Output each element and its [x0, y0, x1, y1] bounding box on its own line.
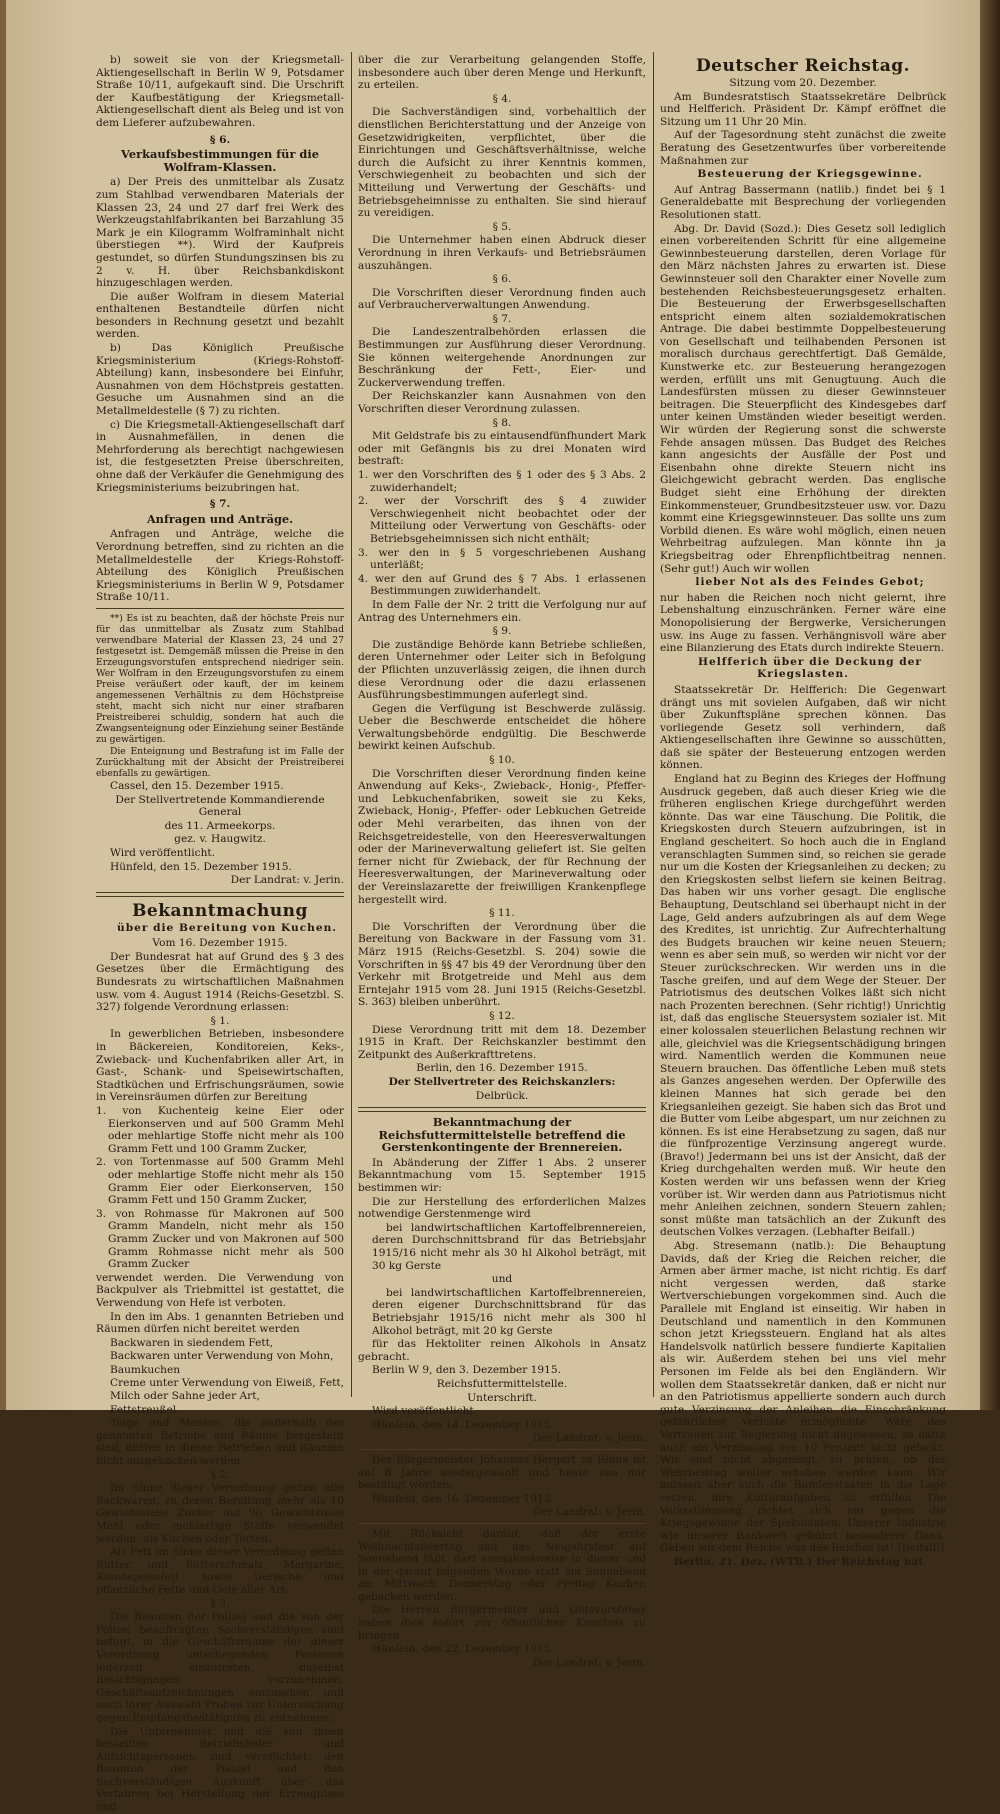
column-3: [660, 54, 946, 1568]
paragraph-8-number: § 8.: [492, 416, 512, 429]
paragraph-3-a: Die Beamten der Polizei und die von der Polizei beauftragten Sachverständigen sind befugt, in die Geschäftsräume der dieser Verordnung unterliegenden Personen jederzeit einzutreten, daselbst Besichtigungen vorzunehmen, Geschäftsaufzeichnungen einzusehen und nach ihrer Auswahl Proben zur Untersuchung gegen Empfangsbestätigung zu entnehmen.: [96, 1611, 344, 1724]
column-rule-1: [351, 52, 352, 1397]
bekanntmachung-2-text: In Abänderung der Ziffer 1 Abs. 2 unserer Bekanntmachung vom 15. September 1915 bestimmen wir:: [358, 1156, 646, 1195]
list-item: Baumkuchen: [110, 1363, 181, 1376]
footnote: **) Es ist zu beachten, daß der höchste Preis nur für das unmittelbar als Zusatz zum Stahlbad verwendbare Material der Klassen 23, 24 und 27 festgesetzt ist. Demgemäß müssen die Preise in den Erzeugungsvorstufen entsprechend niedriger sein. Wer Wolfram in den Erzeugungsvorstufen zu einem Preise veräußert oder kauft, der im keinem angemessenen Verhältnis zu dem Höchstpreise steht, macht sich nicht nur einer strafbaren Preistreiberei schuldig, sondern hat auch die Zwangsenteignung oder Einziehung seiner Bestände zu gewärtigen.: [96, 612, 344, 745]
paragraph-2-b: Als Fett im Sinne dieser Verordnung gelten Butter und Butterschmalz, Margarine, Kunstspeisefett sowie tierische und pflanzliche Fette und Oele aller Art.: [96, 1546, 344, 1596]
signature-armeekorps: des 11. Armeekorps.: [164, 819, 276, 832]
paragraph-7-b: Der Reichskanzler kann Ausnahmen von den Vorschriften dieser Verordnung zulassen.: [358, 390, 646, 416]
signature-delbrueck: Delbrück.: [475, 1089, 529, 1102]
continuation-text: über die zur Verarbeitung gelangenden Stoffe, insbesondere auch über deren Menge und Herkunft, zu erteilen.: [358, 54, 646, 92]
paragraph-2-number: § 2.: [210, 1468, 230, 1481]
weihnachten-notice: Mit Rücksicht darauf, daß der erste Weihnachtsfeiertag und das Neujahrsfest auf Sonnabend fällt, darf ausnahmsweise in dieser und in der darauf folgenden Woche statt am Sonnabend am Mittwoch, Donnerstag oder Freitag Kuchen gebacken werden.: [358, 1527, 646, 1603]
list-item: 1. von Kuchenteig keine Eier oder Eierkonserven und auf 500 Gramm Mehl oder mehlartige Stoffe nicht mehr als 100 Gramm Fett und 100 Gramm Zucker,: [96, 1105, 344, 1155]
date-berlin: Berlin, den 16. Dezember 1915.: [416, 1062, 588, 1075]
section-6-a: a) Der Preis des unmittelbar als Zusatz zum Stahlbad verwendbaren Materials der Klassen 23, 24 und 27 darf frei Werk des Werkzeugstahlfabrikanten bei Barzahlung 35 Mark je ein Kilogramm Wolframinhalt nicht überstiegen **). Wird der Kaufpreis gestundet, so dürfen Stundungszinsen bis zu 2 v. H. über Reichsbankdiskont hinzugeschlagen werden.: [96, 176, 344, 290]
date-huenfeld-4: Hünfeld, den 22. Dezember 1915.: [372, 1643, 554, 1656]
divider: [358, 1449, 646, 1450]
page-left-edge: [0, 0, 6, 1410]
bekanntmachung-2-date: Berlin W 9, den 3. Dezember 1915.: [372, 1364, 562, 1377]
footnote-2: Die Enteignung und Bestrafung ist im Falle der Zurückhaltung mit der Absicht der Preistreiberei ebenfalls zu gewärtigen.: [96, 745, 344, 779]
list-item: 1. wer den Vorschriften des § 1 oder des § 3 Abs. 2 zuwiderhandelt;: [358, 469, 646, 494]
list-item: 3. von Rohmasse für Makronen auf 500 Gramm Mandeln, nicht mehr als 150 Gramm Zucker und von Makronen auf 500 Gramm Rohmasse nicht mehr als 500 Gramm Zucker: [96, 1207, 344, 1271]
double-divider: [358, 1107, 646, 1112]
bekanntmachung-intro: Der Bundesrat hat auf Grund des § 3 des Gesetzes über die Ermächtigung des Bundesrats zu wirtschaftlichen Maßnahmen usw. vom 4. August 1914 (Reichs-Gesetzbl. S. 327) folgende Verordnung erlassen:: [96, 950, 344, 1014]
paragraph-1-d: Teige und Massen, die außerhalb der genannten Betriebe und Räume hergestellt sind, dürfen in diesen Betrieben und Räumen nicht ausgebacken werden.: [96, 1417, 344, 1468]
paragraph-1-b: verwendet werden. Die Verwendung von Backpulver als Triebmittel ist gestattet, die Verwendung von Hefe ist verboten.: [96, 1271, 344, 1309]
bekanntmachung-2-signature: Reichsfuttermittelstelle.: [436, 1377, 568, 1390]
paragraph-1-c: In den im Abs. 1 genannten Betrieben und Räumen dürfen nicht bereitet werden: [96, 1310, 344, 1336]
signature-general: Der Stellvertretende Kommandierende General: [115, 793, 325, 819]
list-item: 2. von Tortenmasse auf 500 Gramm Mehl oder mehlartige Stoffe nicht mehr als 150 Gramm Eier oder Eierkonserven, 150 Gramm Fett und 150 Gramm Zucker,: [96, 1156, 344, 1207]
reichstag-para-8: Abg. Stresemann (natlb.): Die Behauptung Davids, daß der Krieg die Reichen reicher, die Armen aber ärmer mache, ist nicht richtig. Es darf nicht vergessen werden, daß starke Wertverschiebungen vorgekommen sind. Auch die Parallele mit England ist einseitig. Wir haben in Deutschland und namentlich in den Kommunen schon jetzt Kriegssteuern. England hat als altes Handelsvolk natürlich bessere fundierte Kapitalien als wir. Außerdem stehen bei uns viel mehr Personen im Felde als bei den Engländern. Wir wollen dem Staatssekretär danken, daß er nicht nur an den Patriotismus appellierte sondern auch durch gute Verzinsung der Anleihen die Einschränkung gefährlicher Verluste ermöglichte. Wäre das Vertrauen zur Regierung nicht dagewesen, so hätte auch ein Verzinsung von 10 Prozent nicht gelockt. Wir sind nicht abgeneigt, zu prüfen, ob der Wehrbeitrag weiter erhoben werden kann. Wir müssen aber auch die Bundesstaaten in die Lage setzen, ihre Kulturaufgaben zu erfüllen. Die Volksstimmung richtet sich nur gegen die Kriegsgewinne der Spekulanten. Unserer Industrie wie unserer Bankwelt gebührt besonderer Dank. Geben wir dem Reiche was des Reiches ist! (Beifall!): [660, 1240, 946, 1555]
bekanntmachung-subtitle: über die Bereitung von Kuchen.: [117, 921, 337, 934]
paragraph-7-number: § 7.: [492, 312, 512, 325]
column-2: [358, 54, 646, 1669]
paragraph-12-text: Diese Verordnung tritt mit dem 18. Dezember 1915 in Kraft. Der Reichskanzler bestimmt den Zeitpunkt des Außerkrafttretens.: [358, 1023, 646, 1061]
reichstag-para-3: Auf Antrag Bassermann (natlib.) findet bei § 1 Generaldebatte mit Besprechung der vorliegenden Resolutionen statt.: [660, 183, 946, 221]
list-item: Backwaren unter Verwendung von Mohn,: [110, 1350, 334, 1363]
reichstag-quote: lieber Not als des Feindes Gebot;: [695, 576, 925, 589]
buergermeister-notice: Der Bürgermeister Johannes Hergert zu Rhina ist auf 8 Jahre wiedergewählt und heute von mir bestätigt worden.: [358, 1453, 646, 1492]
paragraph-9-b: Gegen die Verfügung ist Beschwerde zulässig. Ueber die Beschwerde entscheidet die höhere Verwaltungsbehörde endgültig. Die Beschwerde bewirkt keinen Aufschub.: [358, 702, 646, 753]
bekanntmachung-2-title: Bekanntmachung der Reichsfuttermittelstelle betreffend die Gerstenkontingente der Brennereien.: [378, 1115, 626, 1155]
paragraph-5-number: § 5.: [492, 220, 512, 233]
divider: [358, 1523, 646, 1524]
reichstag-para-4: Abg. Dr. David (Sozd.): Dies Gesetz soll lediglich einen vorbereitenden Schritt für eine allgemeine Gewinnbesteuerung darstellen, deren Vorlage für den März nächsten Jahres zu erwarten ist. Diese Gewinnsteuer soll den Charakter einer Novelle zum bestehenden Reichsbesteuerungsgesetz erhalten. Die Besteuerung der Erwerbsgesellschaften entspricht einem alten sozialdemokratischen Antrage. Die dabei bestimmte Doppelbesteuerung von Gesellschaft und teilhabenden Personen ist moralisch durchaus gerechtfertigt. Daß Gemälde, Kunstwerke etc. zur Besteuerung herangezogen werden, erfüllt uns mit Genugtuung. Auch die Landesfürsten müssen zu dieser Gewinnsteuer beitragen. Die Steuerpflicht des Kindesgebes darf unter keinen Umständen wieder beseitigt werden. Wir würden der Regierung sonst die schwerste Fehde ansagen müssen. Das Budget des Reiches kann angesichts der Ausfälle der Post und Eisenbahn ohne direkte Steuern nicht ins Gleichgewicht gebracht werden. Das englische Budget sieht eine Erhöhung der direkten Einkommensteuer, Grundbesitzsteuer usw. vor. Dazu kommt eine Kriegsgewinnsteuer. Das sollte uns zum Vorbild dienen. Es wäre wohl möglich, einen neuen Wehrbeitrag aufzulegen. Man könnte ihn ja Kriegsbeitrag oder Ehrenpflichtbeitrag nennen. (Sehr gut!) Auch wir wollen: [660, 222, 946, 575]
double-divider: [96, 892, 344, 897]
paragraph-9-number: § 9.: [492, 625, 512, 638]
section-7-a: Anfragen und Anträge, welche die Verordnung betreffen, sind zu richten an die Metallmeldestelle der Kriegs-Rohstoff-Abteilung des Königlich Preußischen Kriegsministeriums in Berlin W 9, Potsdamer Straße 10/11.: [96, 528, 344, 604]
published-note-2: Wird veröffentlicht.: [372, 1405, 478, 1418]
reichstag-para-1: Am Bundesratstisch Staatssekretäre Delbrück und Helfferich. Präsident Dr. Kämpf eröffnet die Sitzung um 11 Uhr 20 Min.: [660, 90, 946, 128]
reichstag-session: Sitzung vom 20. Dezember.: [729, 77, 877, 89]
paragraph-10-text: Die Vorschriften dieser Verordnung finden keine Anwendung auf Keks-, Zwieback-, Honig-, Pfeffer- und Lebkuchenfabriken, soweit sie zu Keks, Zwieback, Honig-, Pfeffer- oder Lebkuchen Getreide oder Mehl verarbeiten, das ihnen von der Reichsgetreidestelle, von den Heeresverwaltungen oder der Marineverwaltung geliefert ist. Sie gelten ferner nicht für Zwieback, der für Rechnung der Heeresverwaltungen, der Marineverwaltung oder der Vereinslazarette der freiwilligen Krankenpflege hergestellt wird.: [358, 767, 646, 906]
list-item: 2. wer der Vorschrift des § 4 zuwider Verschwiegenheit nicht beobachtet oder der Mitteilung oder Verwertung von Geschäfts- oder Betriebsgeheimnissen sich nicht enthält;: [358, 495, 646, 545]
paragraph-6-text: Die Vorschriften dieser Verordnung finden auch auf Verbraucherverwaltungen Anwendung.: [358, 286, 646, 312]
bekanntmachung-2-c: bei landwirtschaftlichen Kartoffelbrennereien, deren Durchschnittsbrand für das Betriebsjahr 1915/16 nicht mehr als 30 hl Alkohol beträgt, mit 30 kg Gerste: [372, 1221, 646, 1272]
bekanntmachung-2-d: bei landwirtschaftlichen Kartoffelbrennereien, deren eigener Durchschnittsbrand für das Betriebsjahr 1915/16 nicht mehr als 300 hl Alkohol beträgt, mit 20 kg Gerste: [372, 1286, 646, 1337]
paragraph-3-number: § 3.: [210, 1597, 230, 1610]
bekanntmachung-2-e: für das Hektoliter reinen Alkohols in Ansatz gebracht.: [358, 1338, 646, 1363]
column-rule-2: [653, 52, 654, 1397]
reichstag-para-6: Staatssekretär Dr. Helfferich: Die Gegenwart drängt uns mit sovielen Aufgaben, daß wir nicht über Zukunftspläne sprechen können. Das vorliegende Gesetz soll verhindern, daß Aktiengesellschaften ihre Gewinne so ausschütten, daß sie später der Besteuerung entzogen werden können.: [660, 683, 946, 772]
page-binding-edge: [980, 0, 1000, 1410]
section-7-number: § 7.: [209, 498, 231, 511]
section-7-heading: Anfragen und Anträge.: [146, 511, 294, 526]
paragraph-12-number: § 12.: [489, 1009, 515, 1022]
paragraph-8-b: In dem Falle der Nr. 2 tritt die Verfolgung nur auf Antrag des Unternehmers ein.: [358, 598, 646, 624]
list-item: 4. wer den auf Grund des § 7 Abs. 1 erlassenen Bestimmungen zuwiderhandelt.: [358, 572, 646, 598]
date-huenfeld-2: Hünfeld, den 14. Dezember 1915.: [372, 1418, 554, 1431]
signature-haugwitz: gez. v. Haugwitz.: [174, 833, 266, 846]
reichstag-para-5: nur haben die Reichen noch nicht gelernt, ihre Lebenshaltung einzuschränken. Ferner wäre eine Monopolisierung der Bergwerke, Versicherungen usw. ins Auge zu fassen. Verhängnisvoll wäre aber eine Bilanzierung des Etats durch indirekte Steuern.: [660, 591, 946, 655]
section-6-heading: Verkaufsbestimmungen für die Wolfram-Klassen.: [121, 147, 319, 174]
reichstag-title: Deutscher Reichstag.: [695, 56, 911, 76]
paragraph-3-b: Die Unternehmer und die von ihnen bestellten Betriebsleiter und Aufsichtspersonen sind verpflichtet, den Beamten der Polizei und den Sachverständigen Auskunft über das Verfahren bei Herstellung der Erzeugnisse und: [96, 1725, 344, 1814]
bekanntmachung-2-b: Die zur Herstellung des erforderlichen Malzes notwendige Gerstenmenge wird: [358, 1195, 646, 1221]
landrat-signature: Der Landrat: v. Jerin.: [230, 874, 344, 887]
published-note: Wird veröffentlicht.: [110, 846, 216, 859]
reichstag-para-2: Auf der Tagesordnung steht zunächst die zweite Beratung des Gesetzentwurfes über vorbereitende Maßnahmen zur: [660, 129, 946, 167]
landrat-signature-3: Der Landrat: v. Jerin.: [532, 1506, 646, 1519]
bekanntmachung-2-unterschrift: Unterschrift.: [467, 1391, 537, 1404]
paragraph-8-text: Mit Geldstrafe bis zu eintausendfünfhundert Mark oder mit Gefängnis bis zu drei Monaten wird bestraft:: [358, 430, 646, 468]
paragraph-11-text: Die Vorschriften der Verordnung über die Bereitung von Backware in der Fassung vom 31. März 1915 (Reichs-Gesetzbl. S. 204) sowie die Vorschriften in §§ 47 bis 49 der Verordnung über den Verkehr mit Brotgetreide und Mehl aus dem Erntejahr 1915 vom 28. Juni 1915 (Reichs-Gesetzbl. S. 363) bleiben unberührt.: [358, 920, 646, 1009]
paragraph-2-a: Im Sinne dieser Verordnung gelten alle Backwaren, zu deren Bereitung mehr als 10 Gewichtsteile Zucker auf 90 Gewichtsteile Mehl oder mehlartige Stoffe verwendet werden, als Kuchen oder Torten.: [96, 1482, 344, 1545]
paragraph-6-number: § 6.: [492, 273, 512, 286]
bekanntmachung-2-und: und: [491, 1273, 513, 1286]
section-6-b: b) Das Königlich Preußische Kriegsministerium (Kriegs-Rohstoff-Abteilung) kann, insbesondere bei Einfuhr, Ausnahmen von dem Höchstpreis gestatten. Gesuche um Ausnahmen sind an die Metallmeldestelle (§ 7) zu richten.: [96, 342, 344, 418]
bekanntmachung-title: Bekanntmachung: [132, 900, 308, 921]
paragraph-4-text: Die Sachverständigen sind, vorbehaltlich der dienstlichen Berichterstattung und der Anzeige von Gesetzwidrigkeiten, verpflichtet, über die Einrichtungen und Geschäftsverhältnisse, welche durch die Aufsicht zu ihrer Kenntnis kommen, Verschwiegenheit zu beobachten und sich der Mitteilung und Verwertung der Geschäfts- und Betriebsgeheimnisse zu enthalten. Sie sind hierauf zu vereidigen.: [358, 106, 646, 220]
reichstag-subheading-2: Helfferich über die Deckung der Kriegslasten.: [698, 655, 922, 681]
landrat-signature-4: Der Landrat: v. Jerin.: [532, 1656, 646, 1669]
landrat-signature-2: Der Landrat: v. Jerin.: [532, 1432, 646, 1445]
reichstag-para-7: England hat zu Beginn des Krieges der Hoffnung Ausdruck gegeben, daß auch dieser Krieg wie die früheren englischen Kriege durchgeführt werden könnte. Das war eine Täuschung. Die Politik, die Kriegskosten durch Steuern aufzubringen, ist in England gescheitert. So hoch auch die in England veranschlagten Summen sind, so reichen sie gerade nur um die Kosten der Kriegsanleihen zu decken; zu den Kriegskosten selbst liefern sie keinen Beitrag. Das haben wir uns vorher gesagt. Die englische Behauptung, Deutschland sei überhaupt nicht in der Lage, Geld anders aufzubringen als auf dem Wege des Kredites, ist unrichtig. Zur Aufrechterhaltung des Budgets brauchen wir keine neuen Steuern; wenn es aber sein muß, so werden wir nicht vor der Steuer zurückschrecken. Wir werden uns in die Tasche greifen, und auf dem Wege der Steuer. Der Patriotismus des deutschen Volkes läßt sich nicht nach Prozenten berechnen. (Sehr richtig!) Unrichtig ist, daß das englische Steuersystem sozialer ist. Mit einer kolossalen steuerlichen Belastung rechnen wir alle, gleichviel was die Kriegsentschädigung bringen wird. Namentlich werden die Kommunen neue Steuern brauchen. Das öffentliche Leben muß stets als Ganzes angesehen werden. Der Opferwille des kleinen Mannes hat sich gerade bei den Kriegsanleihen gezeigt. Sie haben sich das Brot und die Butter vom Leibe abgespart, um nur zeichnen zu können. Es ist eine Herabsetzung zu sagen, daß nur die fünfprozentige Verzinsung angeregt wurde. (Bravo!) Jedermann bei uns ist der Ansicht, daß der Krieg durchgehalten werden muß. Wir heute den Kosten werden wir uns befassen wenn der Krieg vorüber ist. Wir werden dann aus Patriotismus nicht mehr Anleihen zeichnen, sondern Steuern zahlen; sonst müßte man tatsächlich an der Zukunft des deutschen Volkes verzagen. (Lebhafter Beifall.): [660, 773, 946, 1239]
date-huenfeld-3: Hünfeld, den 16. Dezember 1915.: [372, 1492, 554, 1505]
bekanntmachung-date: Vom 16. Dezember 1915.: [152, 937, 288, 950]
list-item: Fettstreußel.: [110, 1403, 180, 1416]
date-huenfeld: Hünfeld, den 15. Dezember 1915.: [110, 860, 292, 873]
paragraph-4-number: § 4.: [492, 92, 512, 105]
section-6-c: c) Die Kriegsmetall-Aktiengesellschaft darf in Ausnahmefällen, in denen die Mehrforderung als berechtigt nachgewiesen ist, die festgesetzten Preise überschreiten, ohne daß der Verkäufer die Genehmigung des Kriegsministeriums beizubringen hat.: [96, 418, 344, 494]
reichstag-last-line: Berlin, 21. Dez. (WTB.) Der Reichstag hat: [674, 1555, 924, 1568]
weihnachten-notice-2: Die Herren Bürgermeister und Gutsvorsteher haben dies sofort zur öffentlichen Kenntnis zu bringen.: [358, 1604, 646, 1642]
date-cassel: Cassel, den 15. Dezember 1915.: [110, 779, 284, 792]
column-1: [96, 54, 344, 1814]
paragraph-1-text: In gewerblichen Betrieben, insbesondere in Bäckereien, Konditoreien, Keks-, Zwieback- und Kuchenfabriken aller Art, in Gast-, Schank- und Speisewirtschaften, Stadtküchen und Erfrischungsräumen, sowie in Vereinsräumen dürfen zur Bereitung: [96, 1028, 344, 1104]
list-item: Backwaren in siedendem Fett,: [110, 1336, 274, 1349]
list-item: Creme unter Verwendung von Eiweiß, Fett, Milch oder Sahne jeder Art,: [110, 1377, 344, 1403]
paragraph-7-text: Die Landeszentralbehörden erlassen die Bestimmungen zur Ausführung dieser Verordnung. Sie können weitergehende Anordnungen zur Beschränkung der Fett-, Eier- und Zuckerverwendung treffen.: [358, 326, 646, 389]
list-item: 3. wer den in § 5 vorgeschriebenen Aushang unterläßt;: [358, 546, 646, 572]
section-6-number: § 6.: [209, 133, 231, 146]
reichstag-subheading-1: Besteuerung der Kriegsgewinne.: [697, 168, 923, 181]
divider: [96, 608, 344, 609]
paragraph-9-text: Die zuständige Behörde kann Betriebe schließen, deren Unternehmer oder Leiter sich in Befolgung der Pflichten unzuverlässig zeigen, die ihnen durch diese Verordnung oder die dazu erlassenen Ausführungsbestimmungen auferlegt sind.: [358, 638, 646, 702]
paragraph-1-number: § 1.: [210, 1014, 230, 1027]
paragraph-11-number: § 11.: [489, 907, 515, 920]
clause-b: b) soweit sie von der Kriegsmetall-Aktiengesellschaft in Berlin W 9, Potsdamer Straße 10/11, aufgekauft sind. Die Urschrift der Kaufbestätigung der Kriegsmetall-Aktiengesellschaft dient als Beleg und ist von dem Lieferer aufzubewahren.: [96, 54, 344, 129]
signature-title: Der Stellvertreter des Reichskanzlers:: [388, 1075, 616, 1088]
section-6-a2: Die außer Wolfram in diesem Material enthaltenen Bestandteile dürfen nicht besonders in Rechnung gesetzt und bezahlt werden.: [96, 290, 344, 341]
paragraph-10-number: § 10.: [489, 754, 515, 767]
paragraph-5-text: Die Unternehmer haben einen Abdruck dieser Verordnung in ihren Verkaufs- und Betriebsräumen auszuhängen.: [358, 234, 646, 272]
